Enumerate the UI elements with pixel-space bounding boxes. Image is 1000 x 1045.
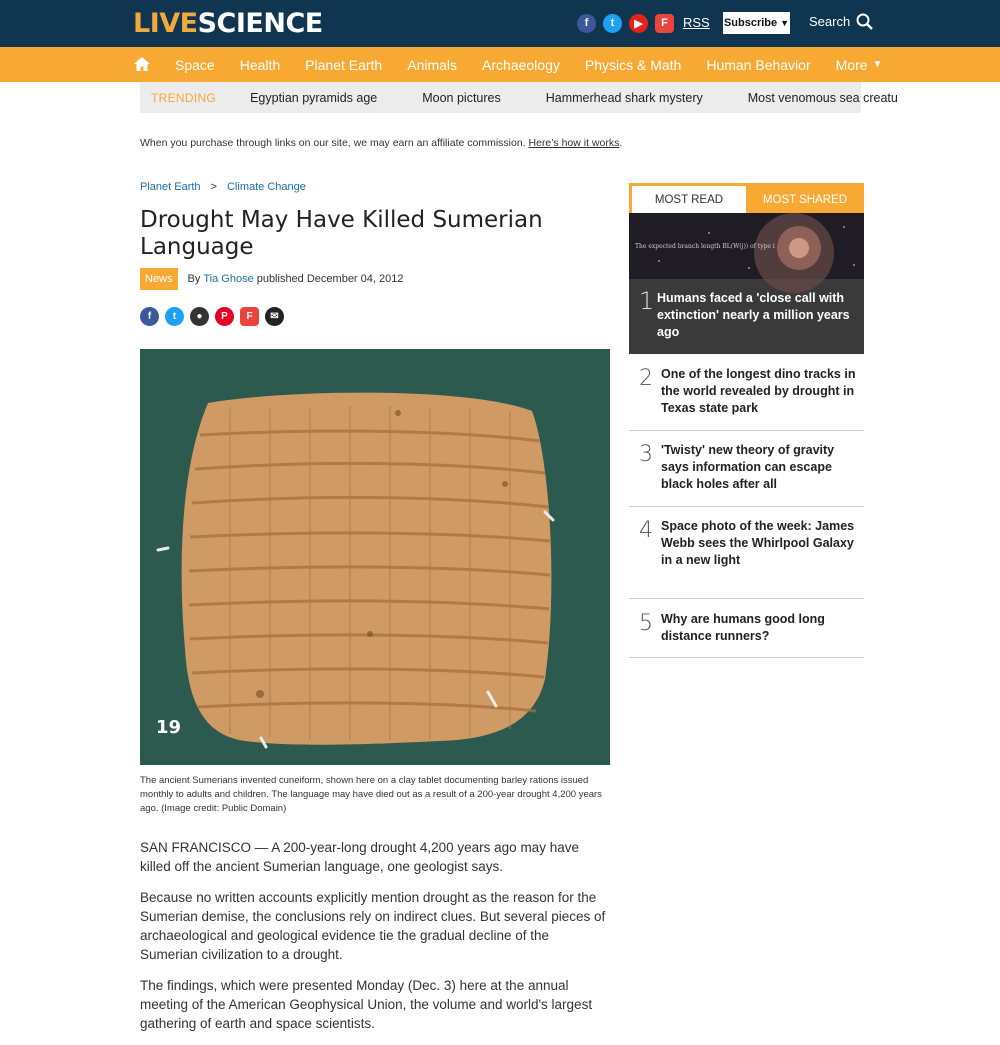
author-link[interactable]: Tia Ghose	[203, 273, 254, 285]
cuneiform-tablet-image	[140, 349, 610, 765]
reddit-share-icon[interactable]: ●	[190, 307, 209, 326]
most-read-tabs	[629, 183, 864, 213]
image-caption: The ancient Sumerians invented cuneiform, shown here on a clay tablet documenting barley rations issued monthly to adults and children. The language may have died out as a result of a 200-year drought 4,200 years ago. (Image credit: Public Domain)	[140, 775, 602, 814]
publish-date: published December 04, 2012	[256, 273, 404, 285]
breadcrumb-planet-earth[interactable]: Planet Earth	[140, 181, 201, 193]
affiliate-info-link[interactable]: Here’s how it works	[528, 137, 620, 149]
flipboard-share-icon[interactable]: F	[240, 307, 259, 326]
featured-thumbnail-text: The expected branch length BL(W(j)) of type i	[635, 243, 775, 250]
most-read-title: Why are humans good long distance runners?	[661, 612, 825, 643]
featured-thumbnail	[629, 213, 864, 279]
social-links	[577, 13, 674, 33]
facebook-share-icon[interactable]: f	[140, 307, 159, 326]
most-read-title: Space photo of the week: James Webb sees the Whirlpool Galaxy in a new light	[661, 519, 855, 567]
trending-link[interactable]: Hammerhead shark mystery	[545, 90, 703, 105]
breadcrumb-separator: >	[210, 181, 217, 193]
twitter-share-icon[interactable]: t	[165, 307, 184, 326]
email-share-icon[interactable]: ✉	[265, 307, 284, 326]
news-badge[interactable]: News	[140, 268, 178, 290]
nav-item-space[interactable]: Space	[175, 56, 215, 73]
rank-number: 3	[639, 442, 653, 467]
rank-number: 1	[639, 287, 655, 315]
search-icon	[856, 13, 873, 30]
nav-item-archaeology[interactable]: Archaeology	[482, 56, 560, 73]
most-read-item[interactable]	[629, 366, 864, 431]
most-read-title: One of the longest dino tracks in the world revealed by drought in Texas state park	[661, 367, 856, 415]
article-title: Drought May Have Killed Sumerian Language	[140, 207, 543, 260]
nav-item-physics-math[interactable]: Physics & Math	[584, 56, 682, 73]
subscribe-button[interactable]: Subscribe ▼	[723, 12, 790, 34]
tab-most-read[interactable]: MOST READ	[632, 186, 746, 213]
article-meta: News By Tia Ghose published December 04, 2012	[140, 268, 403, 290]
search-button[interactable]: Search	[809, 13, 873, 30]
most-read-title: 'Twisty' new theory of gravity says information can escape black holes after all	[661, 443, 835, 491]
most-read-featured[interactable]	[629, 213, 864, 354]
breadcrumb	[140, 181, 306, 193]
most-read-item[interactable]	[629, 442, 864, 507]
facebook-icon[interactable]: f	[577, 14, 596, 33]
nav-item-animals[interactable]: Animals	[407, 56, 458, 73]
most-read-item[interactable]	[629, 611, 864, 658]
paragraph: SAN FRANCISCO — A 200-year-long drought 4,200 years ago may have killed off the ancient Sumerian language, one geologist says.	[140, 840, 579, 874]
most-read-title: Humans faced a 'close call with extinction' nearly a million years ago	[657, 291, 850, 339]
main-nav	[0, 47, 1000, 82]
caret-down-icon: ▼	[780, 18, 790, 28]
nav-item-health[interactable]: Health	[239, 56, 281, 73]
rss-link[interactable]: RSS	[683, 15, 710, 30]
home-icon[interactable]	[133, 55, 151, 73]
share-buttons	[140, 307, 284, 326]
trending-link[interactable]: Moon pictures	[422, 90, 501, 105]
trending-bar	[140, 82, 898, 113]
nav-items	[175, 47, 907, 82]
most-read-item[interactable]	[629, 518, 864, 599]
pinterest-share-icon[interactable]: P	[215, 307, 234, 326]
rank-number: 2	[639, 366, 653, 391]
affiliate-disclaimer: When you purchase through links on our site, we may earn an affiliate commission. Here’s how it works.	[140, 137, 623, 149]
trending-link[interactable]: Egyptian pyramids age	[250, 90, 378, 105]
article-body	[140, 838, 610, 1045]
rank-number: 4	[639, 518, 653, 543]
paragraph: Because no written accounts explicitly mention drought as the reason for the Sumerian demise, the conclusions rely on indirect clues. But several pieces of archaeological and geological evidence tie the gradual decline of the Sumerian civilization to a drought.	[140, 890, 606, 962]
trending-label: TRENDING	[151, 90, 217, 105]
trending-link[interactable]: Most venomous sea creatu	[747, 90, 898, 105]
tab-most-shared[interactable]: MOST SHARED	[762, 193, 848, 206]
livescience-logo[interactable]: LIVESCIENCE	[133, 8, 323, 39]
youtube-icon[interactable]: ▶	[629, 14, 648, 33]
image-number: 19	[156, 717, 182, 738]
top-header	[0, 0, 1000, 47]
paragraph: The findings, which were presented Monday (Dec. 3) here at the annual meeting of the American Geophysical Union, the volume and world's largest gathering of earth and space scientists.	[140, 978, 593, 1031]
flipboard-icon[interactable]: F	[655, 14, 674, 33]
caret-down-icon: ▼	[872, 59, 883, 70]
nav-item-more[interactable]: More ▼	[835, 56, 883, 73]
nav-item-planet-earth[interactable]: Planet Earth	[305, 56, 383, 73]
rank-number: 5	[639, 611, 653, 636]
twitter-icon[interactable]: t	[603, 14, 622, 33]
nav-item-human-behavior[interactable]: Human Behavior	[706, 56, 811, 73]
breadcrumb-climate-change[interactable]: Climate Change	[226, 181, 306, 193]
